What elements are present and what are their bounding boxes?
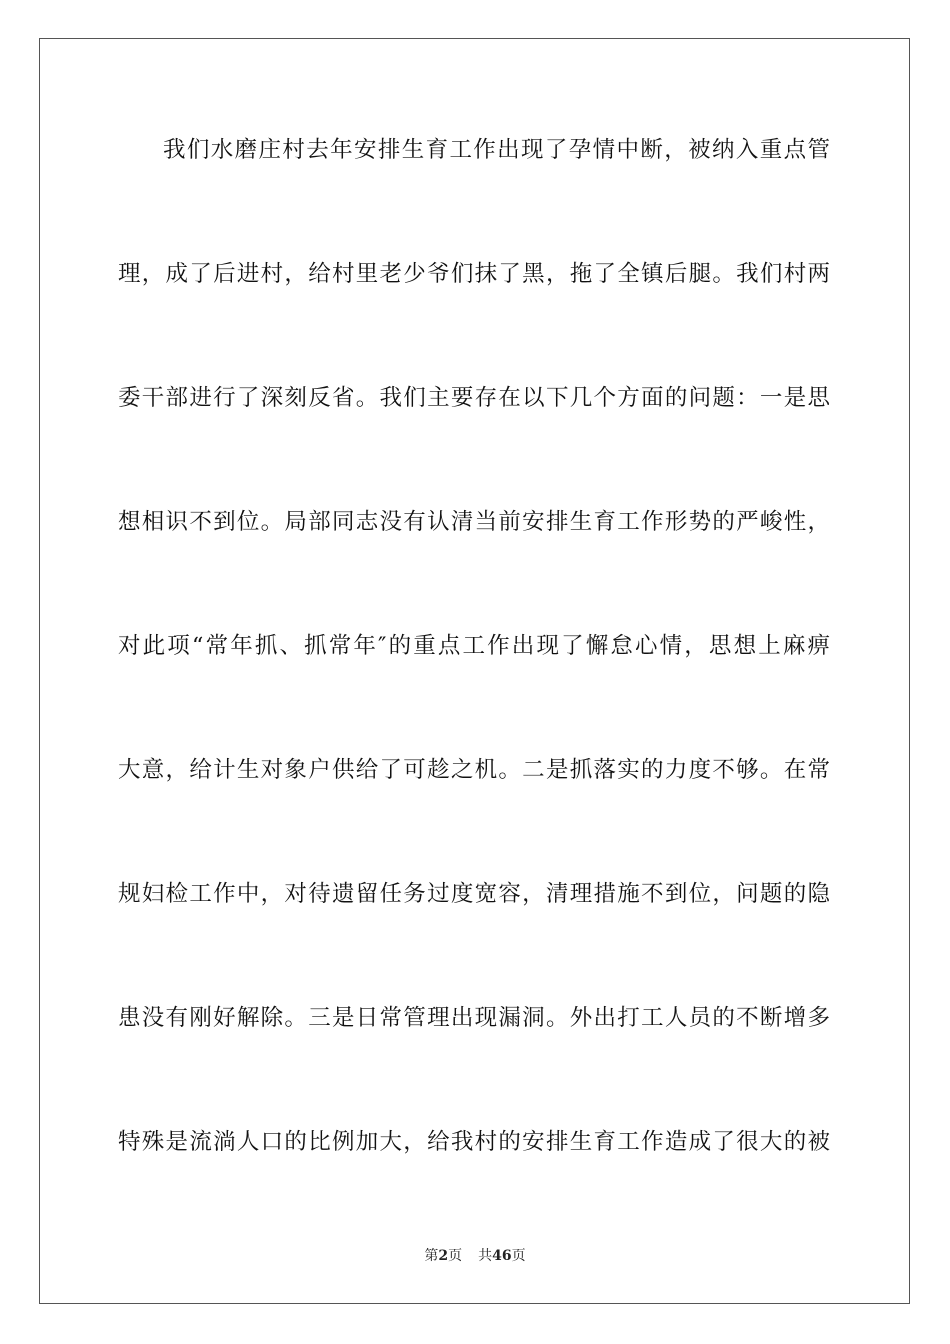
total-pages: 46	[492, 1248, 512, 1264]
text-line-8: 患没有刚好解除。三是日常管理出现漏洞。外出打工人员的不断增多	[118, 1005, 830, 1031]
total-suffix: 页	[511, 1248, 526, 1264]
text-line-3: 委干部进行了深刻反省。我们主要存在以下几个方面的问题：一是思	[118, 385, 830, 411]
text-line-4: 想相识不到位。局部同志没有认清当前安排生育工作形势的严峻性，	[118, 509, 830, 535]
page-border	[39, 38, 910, 1304]
text-line-9: 特殊是流淌人口的比例加大，给我村的安排生育工作造成了很大的被	[118, 1129, 830, 1155]
page-prefix: 第	[424, 1248, 439, 1264]
text-line-2: 理，成了后进村，给村里老少爷们抹了黑，拖了全镇后腿。我们村两	[118, 261, 830, 287]
page-footer	[0, 1244, 950, 1268]
text-line-7: 规妇检工作中，对待遗留任务过度宽容，清理措施不到位，问题的隐	[118, 881, 830, 907]
text-line-6: 大意，给计生对象户供给了可趁之机。二是抓落实的力度不够。在常	[118, 757, 830, 783]
total-prefix: 共	[478, 1248, 493, 1264]
text-line-1: 我们水磨庄村去年安排生育工作出现了孕情中断，被纳入重点管	[163, 137, 830, 163]
text-line-5: 对此项“常年抓、抓常年″的重点工作出现了懈怠心情，思想上麻痹	[118, 633, 830, 659]
page-number: 2	[438, 1248, 449, 1264]
page-suffix: 页	[448, 1248, 463, 1264]
